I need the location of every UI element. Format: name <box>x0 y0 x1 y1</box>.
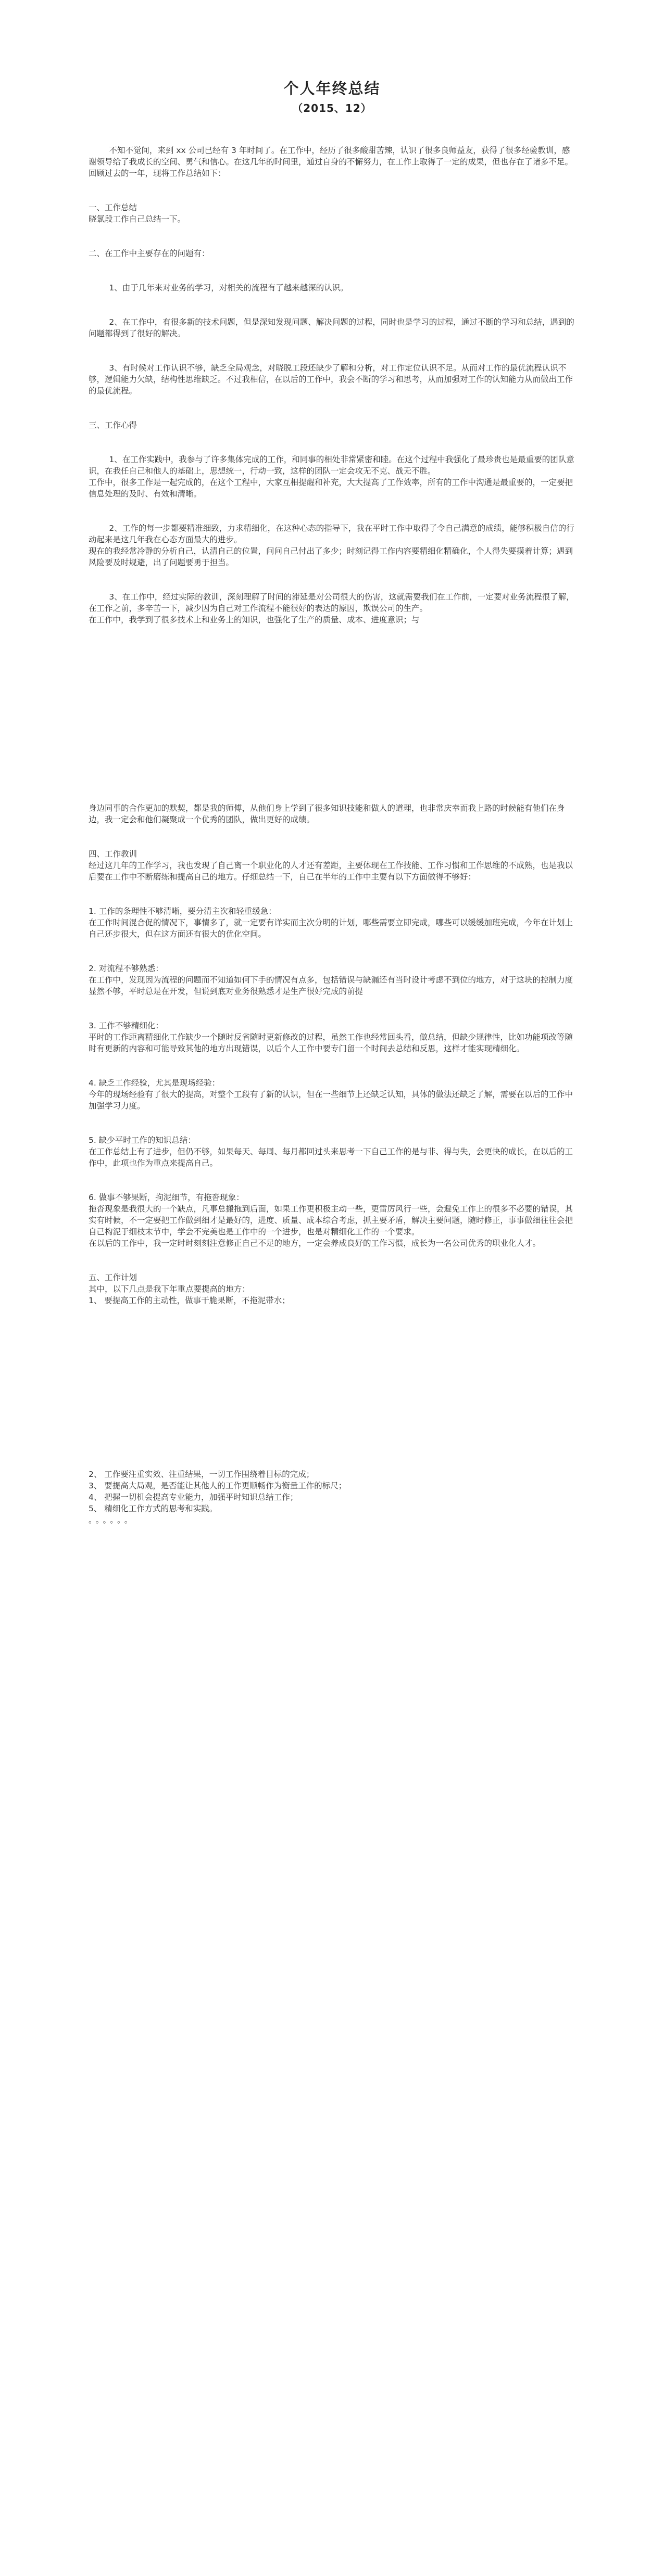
section-3-paragraph-2: 2、工作的每一步都要精准细致，力求精细化，在这种心态的指导下，我在平时工作中取得了令自己满意的成绩，能够积极自信的行动起来是这几年我在心态方面最大的进步。 现在的我经常冷静的分析自己，认清自己的位置，问问自己付出了多少；时刻记得工作内容要精细化精确化，个人得失要摸着计算；遇到风险要及时规避，出了问题要勇于担当。 <box>89 524 574 567</box>
document-date: （2015、12） <box>292 102 372 114</box>
section-3-heading: 三、工作心得 <box>89 420 137 430</box>
section-3-paragraph-1: 1、在工作实践中，我参与了许多集体完成的工作，和同事的相处非常紧密和睦。在这个过程中我强化了最珍贵也是最重要的团队意识，在我任自己和他人的基础上，思想统一，行动一致，这样的团队一定会攻无不克、战无不胜。 工作中，很多工作是一起完成的，在这个工程中，大家互相提醒和补充，大大提高了工作效率，所有的工作中沟通是最重要的，一定要把信息处理的及时、有效和清晰。 <box>89 455 574 499</box>
section-4-heading: 四、工作教训 <box>89 849 137 859</box>
section-2-item-1: 1、由于几年来对业务的学习，对相关的流程有了越来越深的认识。 <box>89 283 348 292</box>
lesson-6-body: 拖沓现象是我很大的一个缺点，凡事总搬拖到后面，如果工作更积极主动一些，更雷厉风行一些，会避免工作上的很多不必要的错误，其实有时候，不一定要把工作做到细才是最好的，进度、质量、成本综合考虑，抓主要矛盾，解决主要问题，随时修正，事事做细往往会把自己构泥于细枝末节中，学会不完美也是工作中的一个进步，也是对精细化工作的一个要求。 在以后的工作中，我一定时时刻刻注意修正自己不足的地方，一定会养成良好的工作习惯，成长为一名公司优秀的职业化人才。 <box>89 1204 573 1248</box>
lesson-4-body: 今年的现场经验有了很大的提高，对整个工段有了新的认识，但在一些细节上还缺乏认知，具体的做法还缺乏了解，需要在以后的工作中加强学习力度。 <box>89 1090 573 1111</box>
section-3-paragraph-4: 身边同事的合作更加的默契，都是我的师傅，从他们身上学到了很多知识技能和做人的道理，也非常庆幸而我上路的时候能有他们在身边，我一定会和他们凝聚成一个优秀的团队，做出更好的成绩。 <box>89 804 565 824</box>
blank-area <box>89 1306 575 1469</box>
lesson-5-body: 在工作总结上有了进步，但仍不够，如果每天、每周、每月都回过头来思考一下自己工作的是与非、得与失，会更快的成长，在以后的工作中，此项也作为重点来提高自己。 <box>89 1147 573 1168</box>
section-5-intro: 其中，以下几点是我下年重点要提高的地方： <box>89 1284 250 1294</box>
section-2-item-3: 3、有时候对工作认识不够，缺乏全局观念，对晓脱工段还缺少了解和分析，对工作定位认识不足。从而对工作的最优流程认识不够，逻辑能力欠缺，结构性思维缺乏。不过我相信，在以后的工作中，我会不断的学习和思考，从而加强对工作的认知能力从而做出工作的最优流程。 <box>89 363 573 396</box>
lesson-5-title: 5. 缺少平时工作的知识总结： <box>89 1136 196 1145</box>
lesson-2-title: 2. 对流程不够熟悉： <box>89 964 164 973</box>
plan-item-3: 3、 要提高大局观，是否能让其他人的工作更顺畅作为衡量工作的标尺； <box>89 1481 347 1490</box>
section-2-item-2: 2、在工作中，有很多新的技术问题，但是深知发现问题、解决问题的过程，同时也是学习的过程，通过不断的学习和总结，遇到的问题都得到了很好的解决。 <box>89 317 574 338</box>
lesson-1-title: 1. 工作的条理性不够清晰，要分清主次和轻重缓急： <box>89 907 277 916</box>
lesson-6-title: 6. 做事不够果断，拘泥细节，有拖沓现象： <box>89 1193 244 1202</box>
lesson-3-title: 3. 工作不够精细化： <box>89 1021 164 1030</box>
lesson-3-body: 平时的工作距离精细化工作缺少一个随时反省随时更新修改的过程，虽然工作也经常回头看，做总结，但缺少规律性，比如功能项改等随时有更新的内容和可能导致其他的地方出现错误，以后个人工作中要专门留一个时间去总结和反思，这样才能实现精细化。 <box>89 1032 573 1053</box>
document-page <box>89 0 575 1526</box>
plan-item-4: 4、 把握一切机会提高专业能力，加强平时知识总结工作； <box>89 1493 298 1502</box>
section-3-paragraph-3: 3、在工作中，经过实际的教训，深刻理解了时间的滞延是对公司很大的伤害，这就需要我们在工作前，一定要对业务流程很了解，在工作之前，多辛苦一下，减少因为自己对工作流程不能很好的表达的原因，欺误公司的生产。 在工作中，我学到了很多技术上和业务上的知识，也强化了生产的质量、成本、进度意识；与 <box>89 592 574 624</box>
ellipsis-text: 。。。。。。 <box>89 1515 136 1525</box>
section-5-heading: 五、工作计划 <box>89 1273 137 1282</box>
section-2-heading: 二、在工作中主要存在的问题有： <box>89 249 210 258</box>
intro-paragraph: 不知不觉间，来到 xx 公司已经有 3 年时间了。在工作中，经历了很多酸甜苦辣，认识了很多良师益友，获得了很多经验教训，感谢领导给了我成长的空间、勇气和信心。在这几年的时间里，通过自身的不懈努力，在工作上取得了一定的成果，但也存在了诸多不足。回顾过去的一年，现将工作总结如下： <box>89 146 573 178</box>
lesson-4-title: 4. 缺乏工作经验，尤其是现场经验： <box>89 1078 220 1088</box>
section-4-intro: 经过这几年的工作学习，我也发现了自己离一个职业化的人才还有差距，主要体现在工作技能、工作习惯和工作思维的不成熟，也是我以后要在工作中不断磨练和提高自己的地方。仔细总结一下，自己在半年的工作中主要有以下方面做得不够好： <box>89 861 573 882</box>
document-title: 个人年终总结 <box>283 80 381 97</box>
plan-item-5: 5、 精细化工作方式的思考和实践。 <box>89 1504 218 1513</box>
section-1-body: 晓氯段工作自己总结一下。 <box>89 214 186 224</box>
blank-area <box>89 626 575 802</box>
lesson-2-body: 在工作中，发现因为流程的问题而不知道如何下手的情况有点多，包括错误与缺漏还有当时设计考虑不到位的地方，对于这块的控制力度显然不够，平时总是在开发，但说到底对业务很熟悉才是生产很好完成的前提 <box>89 975 573 996</box>
plan-item-1: 1、 要提高工作的主动性，做事干脆果断，不拖泥带水； <box>89 1296 290 1305</box>
plan-item-2: 2、 工作要注重实效、注重结果，一切工作围绕着目标的完成； <box>89 1470 315 1479</box>
section-1-heading: 一、工作总结 <box>89 203 137 212</box>
lesson-1-body: 在工作时间混合促的情况下，事情多了，就一定要有详实而主次分明的计划，哪些需要立即完成，哪些可以缓缓加班完成，今年在计划上自己还步很大，但在这方面还有很大的优化空间。 <box>89 918 573 939</box>
